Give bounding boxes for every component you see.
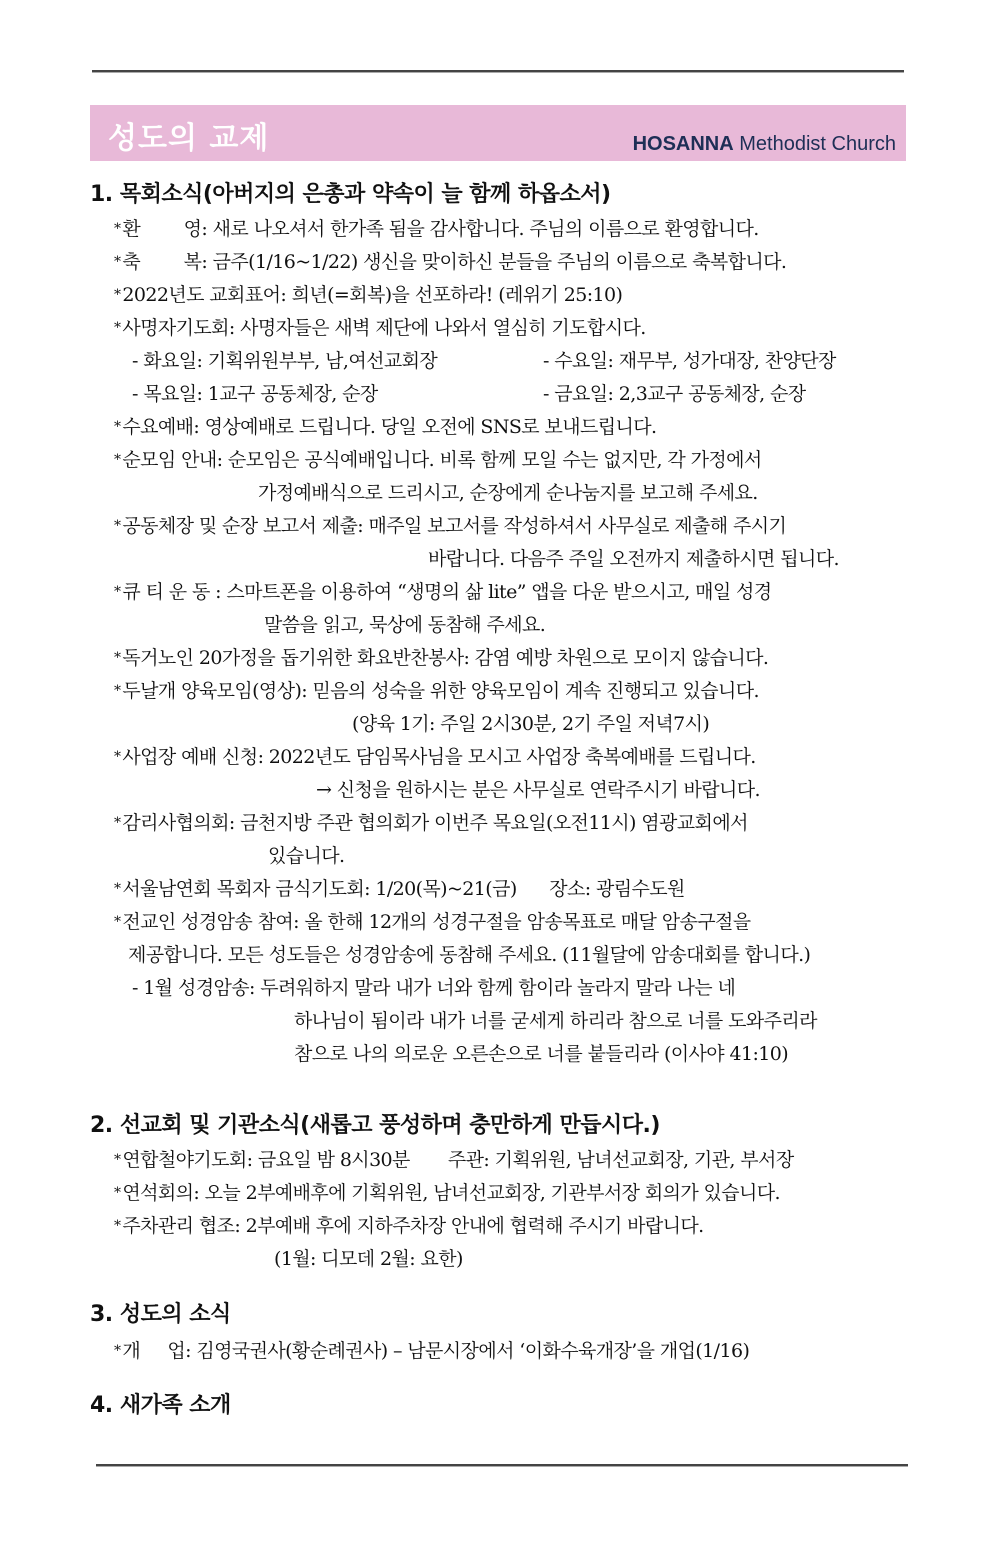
bullet-icon: *	[114, 749, 121, 765]
bullet-icon: *	[114, 452, 121, 468]
sub-item-continued: 참으로 나의 의로운 오른손으로 너를 붙들리라 (이사야 41:10)	[294, 1043, 789, 1065]
bottom-rule	[96, 1464, 908, 1467]
bullet-icon: *	[114, 650, 121, 666]
list-item: * 수요예배: 영상예배로 드립니다. 당일 오전에 SNS로 보내드립니다.	[114, 416, 657, 438]
bullet-icon: *	[114, 1152, 121, 1168]
bullet-icon: *	[114, 1218, 121, 1234]
sub-item: - 화요일: 기획위원부부, 남,여선교회장	[132, 350, 438, 372]
list-item-continued: → 신청을 원하시는 분은 사무실로 연락주시기 바랍니다.	[316, 779, 760, 801]
church-name-rest: Methodist Church	[733, 133, 896, 155]
list-item: * 독거노인 20가정을 돕기위한 화요반찬봉사: 감염 예방 차원으로 모이지 않습니다.	[114, 647, 769, 669]
list-item: * 개 업: 김영국권사(황순례권사) – 남문시장에서 ‘이화수육개장’을 개업(1/16)	[114, 1340, 750, 1362]
bullet-icon: *	[114, 419, 121, 435]
church-name	[633, 133, 896, 156]
sub-item: - 1월 성경암송: 두려워하지 말라 내가 너와 함께 함이라 놀라지 말라 나는 네	[132, 977, 736, 999]
sub-item-continued: 하나님이 됨이라 내가 너를 굳세게 하리라 참으로 너를 도와주리라	[294, 1010, 817, 1032]
list-item: * 순모임 안내: 순모임은 공식예배입니다. 비록 함께 모일 수는 없지만, 각 가정에서	[114, 449, 762, 471]
list-item: * 연합철야기도회: 금요일 밤 8시30분 주관: 기획위원, 남녀선교회장, 기관, 부서장	[114, 1149, 794, 1171]
bullet-icon: *	[114, 320, 121, 336]
list-item: * 큐 티 운 동 : 스마트폰을 이용하여 “생명의 삶 lite” 앱을 다운 받으시고, 매일 성경	[114, 581, 772, 603]
list-item: * 축 복: 금주(1/16~1/22) 생신을 맞이하신 분들을 주님의 이름으로 축복합니다.	[114, 251, 787, 273]
bullet-icon: *	[114, 287, 121, 303]
list-item: * 사업장 예배 신청: 2022년도 담임목사님을 모시고 사업장 축복예배를 드립니다.	[114, 746, 756, 768]
list-item: * 환 영: 새로 나오셔서 한가족 됨을 감사합니다. 주님의 이름으로 환영합니다.	[114, 218, 759, 240]
list-item: * 두날개 양육모임(영상): 믿음의 성숙을 위한 양육모임이 계속 진행되고 있습니다.	[114, 680, 759, 702]
bullet-icon: *	[114, 254, 121, 270]
bullet-icon: *	[114, 1185, 121, 1201]
list-item: * 감리사협의회: 금천지방 주관 협의회가 이번주 목요일(오전11시) 염광교회에서	[114, 812, 748, 834]
list-item: * 주차관리 협조: 2부예배 후에 지하주차장 안내에 협력해 주시기 바랍니다.	[114, 1215, 704, 1237]
section-heading-3: 3. 성도의 소식	[90, 1302, 231, 1327]
church-name-bold: HOSANNA	[632, 133, 734, 155]
list-item: * 2022년도 교회표어: 희년(=회복)을 선포하라! (레위기 25:10)	[114, 284, 623, 306]
list-item-continued: (1월: 디모데 2월: 요한)	[274, 1248, 463, 1270]
sub-item: - 목요일: 1교구 공동체장, 순장	[132, 383, 378, 405]
list-item: * 사명자기도회: 사명자들은 새벽 제단에 나와서 열심히 기도합시다.	[114, 317, 646, 339]
list-item-continued: 바랍니다. 다음주 주일 오전까지 제출하시면 됩니다.	[428, 548, 839, 570]
bullet-icon: *	[114, 683, 121, 699]
section-heading-4: 4. 새가족 소개	[90, 1393, 231, 1418]
bullet-icon: *	[114, 221, 121, 237]
bullet-icon: *	[114, 815, 121, 831]
bullet-icon: *	[114, 914, 121, 930]
section-heading-1: 1. 목회소식(아버지의 은총과 약속이 늘 함께 하옵소서)	[90, 182, 611, 207]
list-item-continued: 있습니다.	[268, 845, 345, 867]
section-heading-2: 2. 선교회 및 기관소식(새롭고 풍성하며 충만하게 만듭시다.)	[90, 1113, 660, 1138]
list-item-continued: 가정예배식으로 드리시고, 순장에게 순나눔지를 보고해 주세요.	[258, 482, 758, 504]
list-item: * 서울남연회 목회자 금식기도회: 1/20(목)~21(금) 장소: 광림수도원	[114, 878, 685, 900]
section-banner	[90, 105, 906, 161]
bullet-icon: *	[114, 518, 121, 534]
list-item: * 연석회의: 오늘 2부예배후에 기획위원, 남녀선교회장, 기관부서장 회의가 있습니다.	[114, 1182, 780, 1204]
list-item-continued: (양육 1기: 주일 2시30분, 2기 주일 저녁7시)	[352, 713, 710, 735]
list-item: * 전교인 성경암송 참여: 올 한해 12개의 성경구절을 암송목표로 매달 암송구절을	[114, 911, 751, 933]
list-item: * 공동체장 및 순장 보고서 제출: 매주일 보고서를 작성하셔서 사무실로 제출해 주시기	[114, 515, 787, 537]
list-item-continued: 제공합니다. 모든 성도들은 성경암송에 동참해 주세요. (11월달에 암송대회를 합니다.)	[128, 944, 811, 966]
sub-item: - 수요일: 재무부, 성가대장, 찬양단장	[543, 350, 836, 372]
page-title: 성도의 교제	[108, 121, 270, 156]
top-rule	[92, 70, 904, 73]
bullet-icon: *	[114, 1343, 121, 1359]
bullet-icon: *	[114, 584, 121, 600]
bullet-icon: *	[114, 881, 121, 897]
sub-item: - 금요일: 2,3교구 공동체장, 순장	[543, 383, 806, 405]
list-item-continued: 말씀을 읽고, 묵상에 동참해 주세요.	[264, 614, 546, 636]
